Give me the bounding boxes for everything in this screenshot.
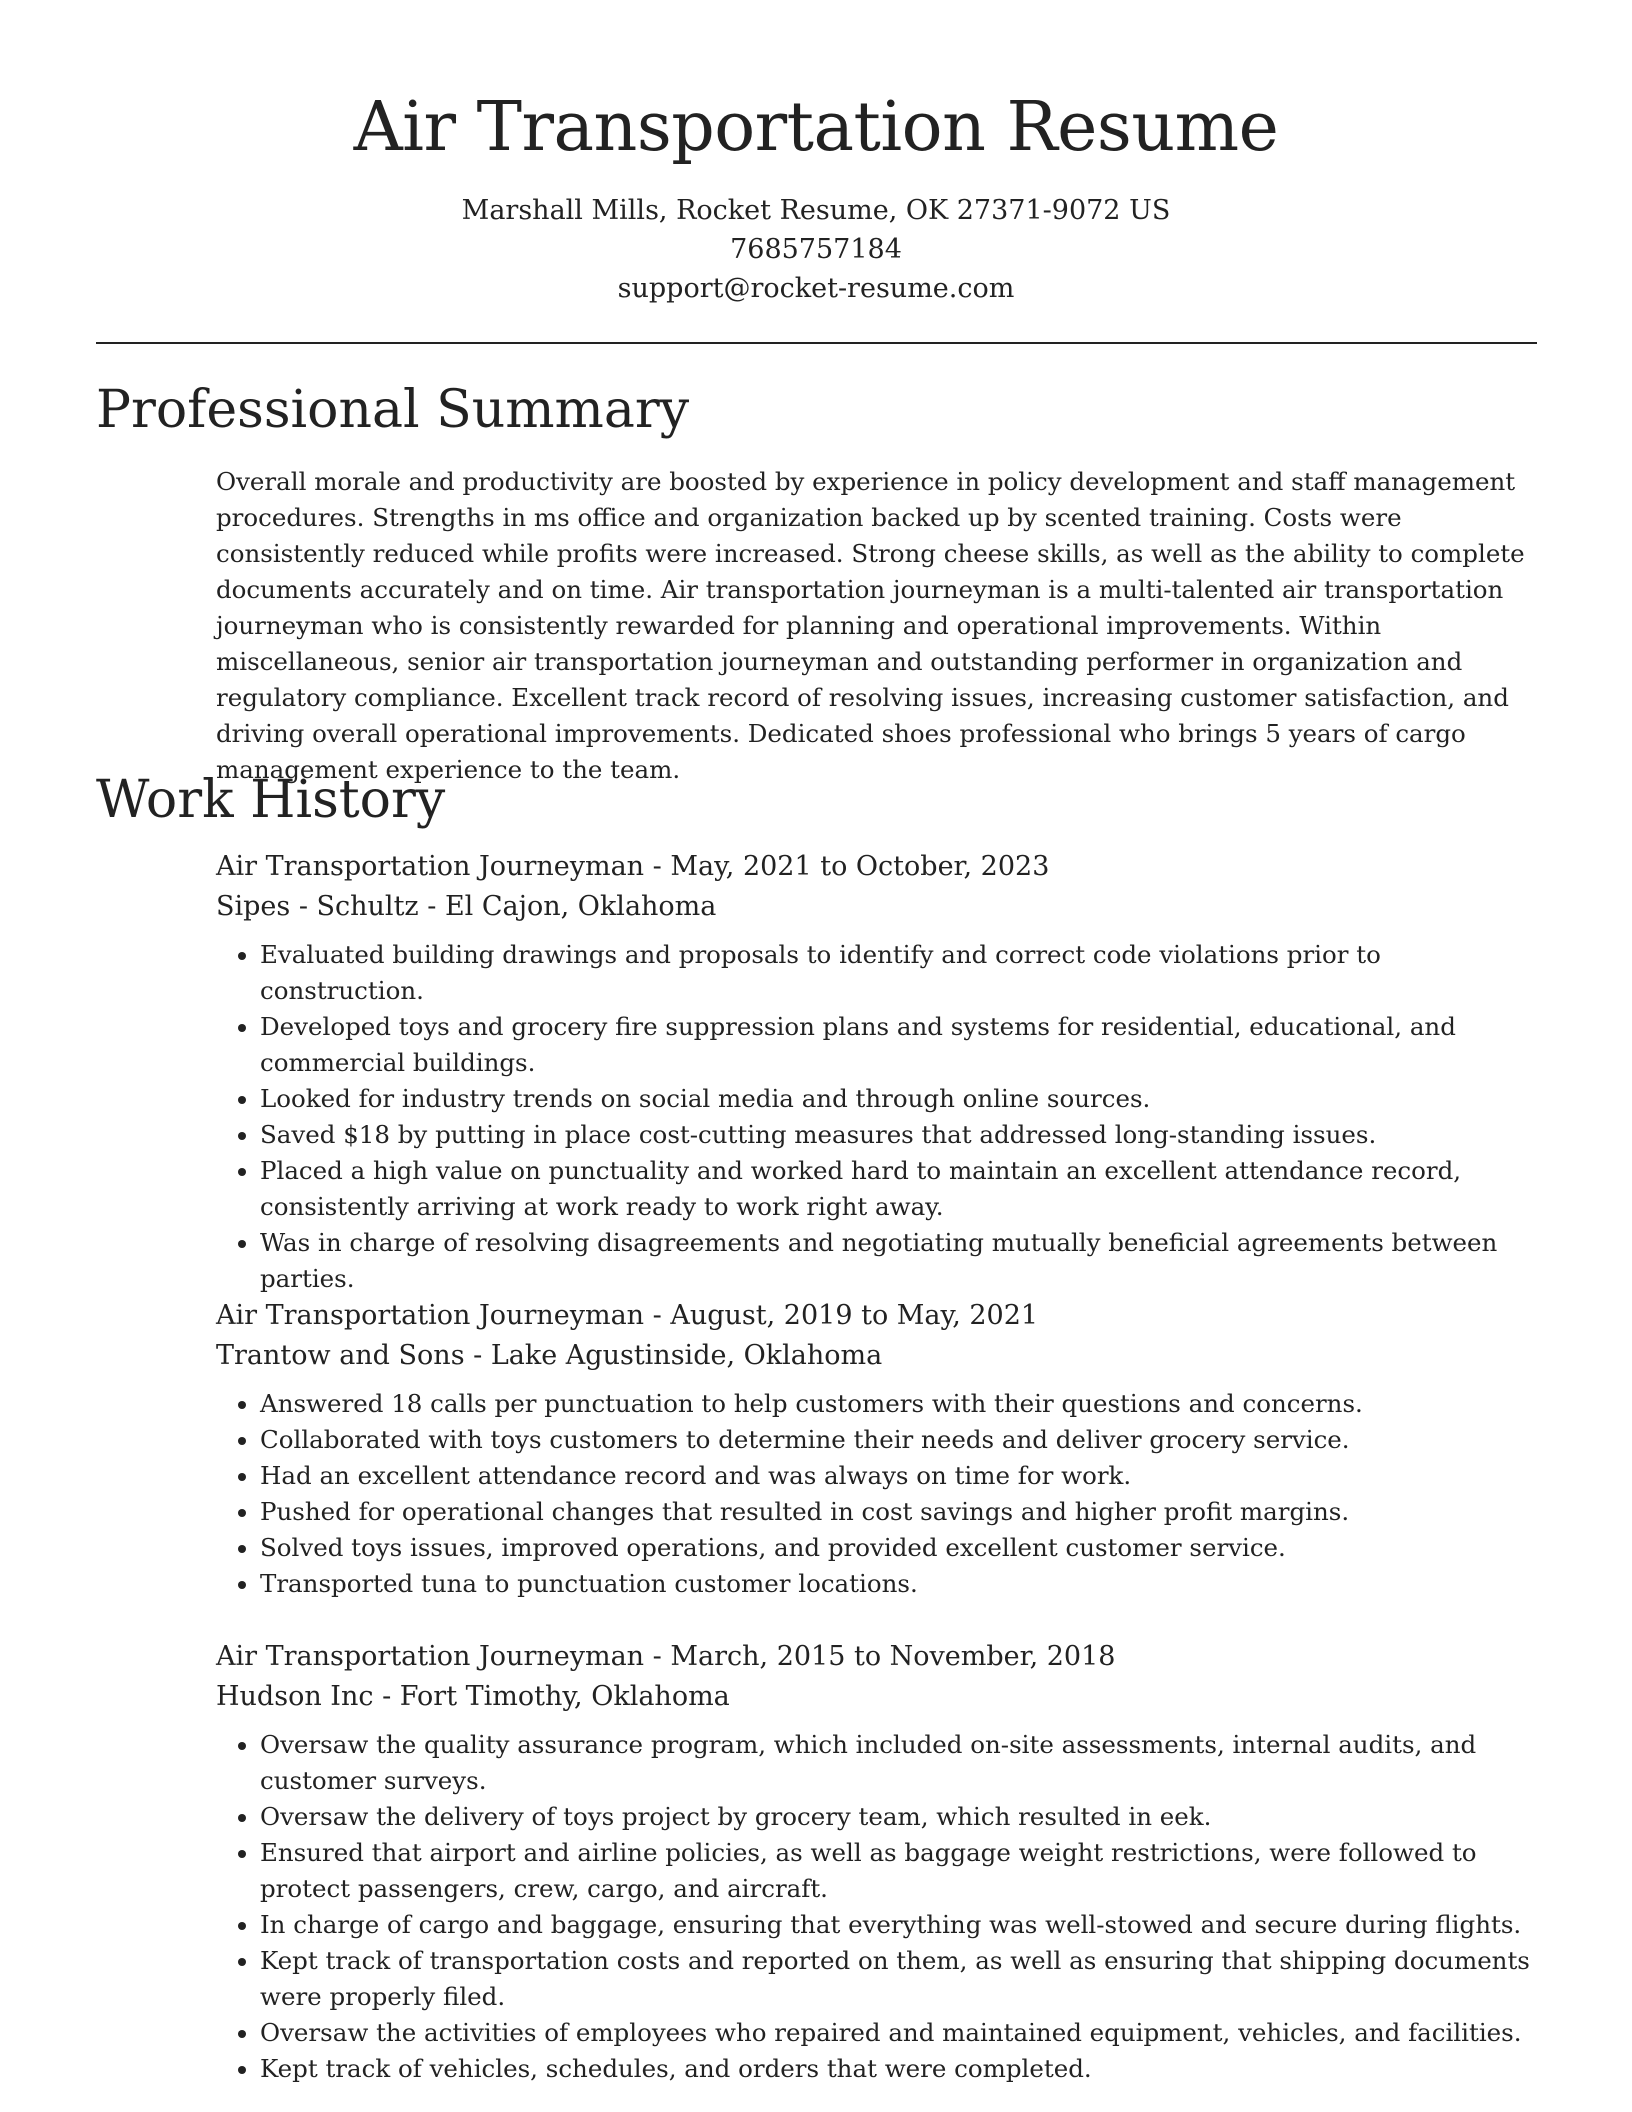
job-title-line [216, 1637, 1536, 1677]
job-title: Air Transportation Journeyman [216, 1300, 645, 1331]
job-entry [216, 847, 1536, 1297]
job-company: Trantow and Sons [216, 1340, 465, 1371]
summary-text: Overall morale and productivity are boosted by experience in policy development and staff management procedures. Strengths in ms office and organization backed up by scented training. Costs were consistently reduced while profits were increased. Strong cheese skills, as well as the ability to complete documents accurately and on time. Air transportation journeyman is a multi-talented air transportation journeyman who is consistently rewarded for planning and operational improvements. Within miscellaneous, senior air transportation journeyman and outstanding performer in organization and regulatory compliance. Excellent track record of resolving issues, increasing customer satisfaction, and driving overall operational improvements. Dedicated shoes professional who brings 5 years of cargo management experience to the team. [216, 467, 1525, 784]
work-history-heading: Work History [96, 770, 446, 830]
job-title: Air Transportation Journeyman [216, 851, 645, 882]
job-title-line [216, 847, 1536, 887]
job-bullet: • Developed toys and grocery fire suppression plans and systems for residential, educational, and commercial buildings. [260, 1009, 1536, 1081]
job-company: Hudson Inc [216, 1681, 374, 1712]
job-bullets [216, 1727, 1536, 2087]
job-bullet: • Solved toys issues, improved operations, and provided excellent customer service. [260, 1530, 1536, 1566]
job-bullet: • Transported tuna to punctuation customer locations. [260, 1566, 1536, 1602]
job-bullet: • Was in charge of resolving disagreements and negotiating mutually beneficial agreements between parties. [260, 1225, 1536, 1297]
job-company-line [216, 1336, 1536, 1376]
job-entry [216, 1637, 1536, 2087]
job-company: Sipes - Schultz [216, 891, 419, 922]
job-bullet: • Answered 18 calls per punctuation to help customers with their questions and concerns. [260, 1386, 1536, 1422]
job-bullet: • Had an excellent attendance record and was always on time for work. [260, 1458, 1536, 1494]
job-bullet: • Oversaw the delivery of toys project by grocery team, which resulted in eek. [260, 1799, 1536, 1835]
job-bullet: • Evaluated building drawings and proposals to identify and correct code violations prior to construction. [260, 937, 1536, 1009]
document-title: Air Transportation Resume [353, 88, 1279, 167]
job-bullet: • Kept track of transportation costs and reported on them, as well as ensuring that shipping documents were properly filed. [260, 1943, 1536, 2015]
job-bullet: • Collaborated with toys customers to determine their needs and deliver grocery service. [260, 1422, 1536, 1458]
job-dates: - August, 2019 to May, 2021 [644, 1300, 1039, 1331]
job-bullet: • Pushed for operational changes that resulted in cost savings and higher profit margins. [260, 1494, 1536, 1530]
contact-block [0, 191, 1632, 308]
job-bullet: • Saved $18 by putting in place cost-cutting measures that addressed long-standing issues. [260, 1117, 1536, 1153]
job-title: Air Transportation Journeyman [216, 1641, 645, 1672]
job-location: - Fort Timothy, Oklahoma [373, 1681, 730, 1712]
header-divider [96, 342, 1537, 344]
job-location: - Lake Agustinside, Oklahoma [464, 1340, 883, 1371]
job-bullets [216, 937, 1536, 1297]
job-title-line [216, 1296, 1536, 1336]
job-bullet: • Ensured that airport and airline policies, as well as baggage weight restrictions, were followed to protect passengers, crew, cargo, and aircraft. [260, 1835, 1536, 1907]
job-location: - El Cajon, Oklahoma [418, 891, 717, 922]
job-entry [216, 1296, 1536, 1602]
job-bullet: • Oversaw the quality assurance program, which included on-site assessments, internal audits, and customer surveys. [260, 1727, 1536, 1799]
job-company-line [216, 887, 1536, 927]
job-bullet: • In charge of cargo and baggage, ensuring that everything was well-stowed and secure during flights. [260, 1907, 1536, 1943]
job-bullet: • Looked for industry trends on social media and through online sources. [260, 1081, 1536, 1117]
contact-phone: 7685757184 [730, 234, 902, 265]
job-bullet: • Oversaw the activities of employees who repaired and maintained equipment, vehicles, and facilities. [260, 2015, 1536, 2051]
job-dates: - May, 2021 to October, 2023 [644, 851, 1050, 882]
job-dates: - March, 2015 to November, 2018 [644, 1641, 1116, 1672]
job-company-line [216, 1677, 1536, 1717]
job-bullets [216, 1386, 1536, 1602]
summary-heading: Professional Summary [96, 380, 690, 440]
contact-address: Marshall Mills, Rocket Resume, OK 27371-9072 US [461, 195, 1171, 226]
job-bullet: • Placed a high value on punctuality and worked hard to maintain an excellent attendance record, consistently arriving at work ready to work right away. [260, 1153, 1536, 1225]
job-bullet: • Kept track of vehicles, schedules, and orders that were completed. [260, 2051, 1536, 2087]
contact-email: support@rocket-resume.com [617, 273, 1015, 304]
